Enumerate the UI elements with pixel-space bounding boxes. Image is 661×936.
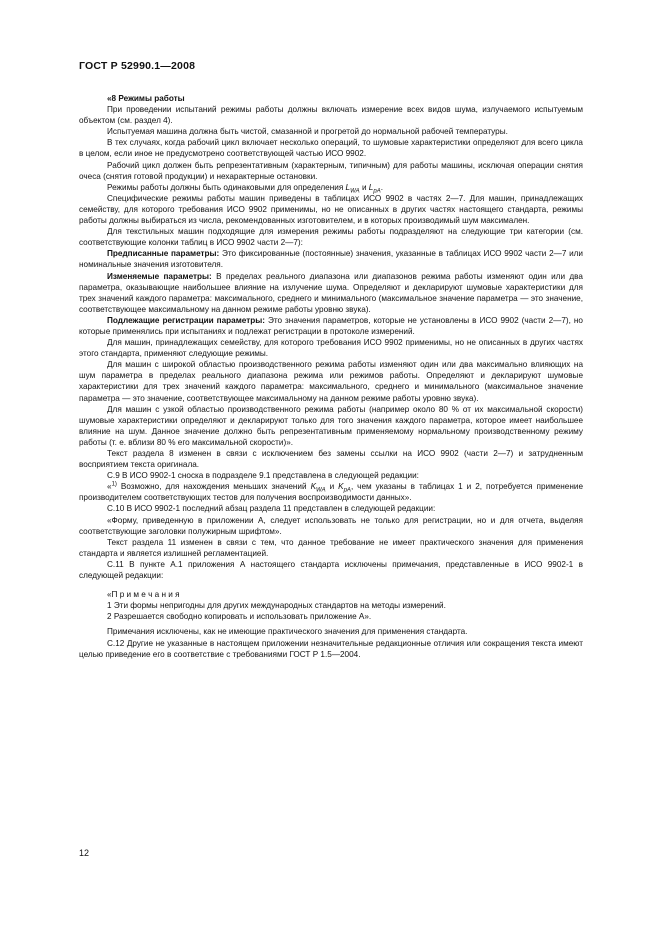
paragraph: «Форму, приведенную в приложении А, следует использовать не только для регистрации, но и для отчета, выделяя соответствующие заголовки полужирным шрифтом». <box>79 515 583 536</box>
variable-parameters: Изменяемые параметры: В пределах реального диапазона или диапазонов режима работы изменяют один или два параметра, оказывающие наибольшее влияние на излучение шума. Определяют и декларируют шумовые характеристики для трех значений каждого параметра: максимального, среднего и минимального (максимальное значение параметра — это значение, соответствующее максимальному на данном режиме работы уровню звука). <box>79 271 583 314</box>
paragraph: Для текстильных машин подходящие для измерения режимы работы подразделяют на следующие три категории (см. соответствующие колонки таблиц в ИСО 9902 части 2—7): <box>79 227 583 248</box>
page-number: 12 <box>79 848 90 858</box>
section-title: «8 Режимы работы <box>107 94 185 103</box>
paragraph: Для машин с узкой областью производственного режима работы (например около 80 % от их максимальной скорости) шумовые характеристики определяют и декларируют только для того значения каждого параметра, которое имеет наибольшее влияние на шум. Данное значение должно быть репрезентативным применяемому нормальному производственному режиму работы (т. е. вблизи 80 % его максимальной скорости)». <box>79 404 583 447</box>
paragraph: Примечания исключены, как не имеющие практического значения для применения стандарта. <box>107 627 468 637</box>
paragraph-levels: Режимы работы должны быть одинаковыми для определения $L_{WA}$ и $L_{pA}$. <box>107 182 383 195</box>
paragraph: Для машин, принадлежащих семейству, для которого требования ИСО 9902 применимы, но не описанных в других частях этого стандарта, применяют следующие режимы. <box>79 338 583 359</box>
paragraph: При проведении испытаний режимы работы должны включать измерение всех видов шума, излучаемого испытуемым объектом (см. раздел 4). <box>79 105 583 126</box>
clause-c11: С.11 В пункте А.1 приложения А настоящего стандарта исключены примечания, представленные в ИСО 9902-1 в следующей редакции: <box>79 559 583 581</box>
paragraph: Испытуемая машина должна быть чистой, смазанной и прогретой до нормальной рабочей температуры. <box>107 127 508 137</box>
paragraph: Рабочий цикл должен быть репрезентативным (характерным, типичным) для работы машины, исключая операции снятия очеса (снятия готовой продукции) и нехарактерные остановки. <box>79 160 583 181</box>
clause-c9: С.9 В ИСО 9902-1 сноска в подразделе 9.1 представлена в следующей редакции: <box>107 471 419 481</box>
paragraph: Текст раздела 11 изменен в связи с тем, что данное требование не имеет практического значения для применения стандарта и является излишней регламентацией. <box>79 537 583 558</box>
footnote-quote: «$^{1)}$ Возможно, для нахождения меньших значений $K_{WA}$ и $K_{pA}$, чем указаны в таблицах 1 и 2, потребуется применение производителем соответствующих тестов для получения воспроизводимости данных». <box>79 481 583 503</box>
clause-c12: С.12 Другие не указанные в настоящем приложении незначительные редакционные отличия или сокращения текста имеют целью приведение его в соответствие с требованиями ГОСТ Р 1.5—2004. <box>79 638 583 659</box>
document-body <box>79 93 583 660</box>
notes-title: «П р и м е ч а н и я <box>107 590 180 600</box>
paragraph: Специфические режимы работы машин приведены в таблицах ИСО 9902 в частях 2—7. Для машин, принадлежащих семейству, для которого требования ИСО 9902 применимы, но не описанных в других частях настоящего стандарта, режимы работы должны выбираться из числа, рекомендованных изготовителем, и в которых производимый шум максимален. <box>79 193 583 226</box>
prescribed-parameters: Предписанные параметры: Это фиксированные (постоянные) значения, указанные в таблицах ИСО 9902 части 2—7 или номинальные значения изготовителя. <box>79 249 583 270</box>
note-item: 1 Эти формы непригодны для других международных стандартов на методы измерений. <box>107 601 446 611</box>
clause-c10: С.10 В ИСО 9902-1 последний абзац раздела 11 представлен в следующей редакции: <box>107 504 436 514</box>
standard-code-header: ГОСТ Р 52990.1—2008 <box>79 60 196 72</box>
recorded-parameters: Подлежащие регистрации параметры: Это значения параметров, которые не установлены в ИСО 9902 (части 2—7), но которые применялись при испытаниях и подлежат регистрации в протоколе измерений. <box>79 315 583 336</box>
paragraph: Для машин с широкой областью производственного режима работы изменяют один или два максимально влияющих на шум параметра в пределах реального диапазона режима или режимов работы. Определяют и декларируют шумовые характеристики для трех значений каждого параметра: максимального, среднего и минимального (максимальное значение параметра — это значение, соответствующее максимальному на данном режиме работы уровню звука). <box>79 360 583 403</box>
paragraph: В тех случаях, когда рабочий цикл включает несколько операций, то шумовые характеристики определяют для всего цикла в целом, если иное не предусмотрено соответствующей частью ИСО 9902. <box>79 138 583 159</box>
note-item: 2 Разрешается свободно копировать и использовать приложение А». <box>107 612 372 622</box>
paragraph: Текст раздела 8 изменен в связи с исключением без замены ссылки на ИСО 9902 (части 2—7) и затрудненным восприятием текста оригинала. <box>79 449 583 470</box>
